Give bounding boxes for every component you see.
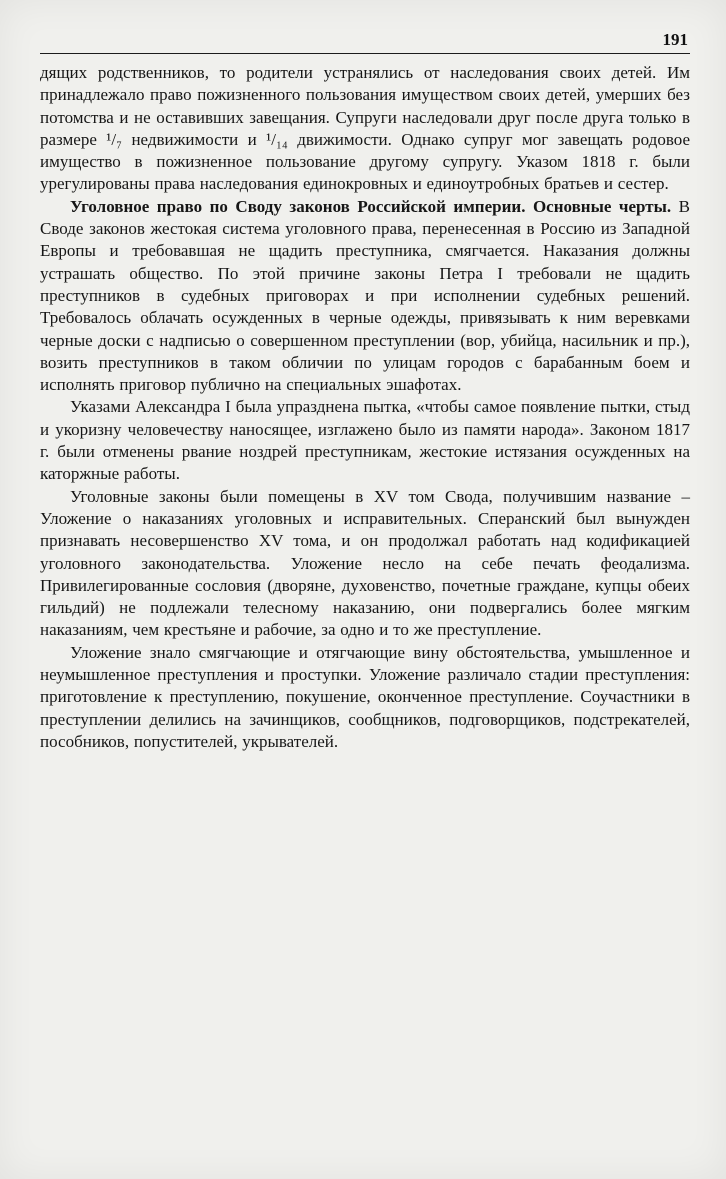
paragraph-text: В Своде законов жестокая система уголовного права, перенесенная в Россию из Западной Европы и требовавшая не щадить преступника, смягчается. Наказания должны устрашать общество. По этой причине законы Петра I требовали не щадить преступников в судебных приговорах и при исполнении судебных решений. Требовалось облачать осужденных в черные одежды, привязывать к ним веревками черные доски с надписью о совершенном преступлении (вор, убийца, насильник и пр.), возить преступников в таком обличии по улицам городов с барабанным боем и исполнять приговор публично на специальных эшафотах. <box>40 196 690 395</box>
paragraph-ulozhenie: Уголовные законы были помещены в XV том Свода, получившим название – Уложение о наказаниях уголовных и исправительных. Сперанский был вынужден признавать несовершенство XV тома, и он продолжал работать над кодификацией уголовного законодательства. Уложение несло на себе печать феодализма. Привилегированные сословия (дворяне, духовенство, почетные граждане, купцы обеих гильдий) не подлежали телесному наказанию, они подвергались более мягким наказаниям, чем крестьяне и рабочие, за одно и то же преступление. <box>40 486 690 640</box>
paragraph-alexander-decrees: Указами Александра I была упразднена пытка, «чтобы самое появление пытки, стыд и укоризну человечеству наносящее, изглажено было из памяти народа». Законом 1817 г. были отменены рвание ноздрей преступникам, жестокие истязания осужденных на каторжные работы. <box>40 397 690 484</box>
header-rule <box>40 53 690 54</box>
paragraph-crime-stages: Уложение знало смягчающие и отягчающие вину обстоятельства, умышленное и неумышленное преступления и проступки. Уложение различало стадии преступления: приготовление к преступлению, покушение, оконченное преступление. Соучастники в преступлении делились на зачинщиков, сообщников, подговорщиков, подстрекателей, пособников, попустителей, укрывателей. <box>40 642 690 751</box>
page-number: 191 <box>662 30 688 49</box>
paragraph-inheritance: дящих родственников, то родители устранялись от наследования своих детей. Им принадлежало право пожизненного пользования имуществом своих детей, умерших без потомства и не оставивших завещания. Супруги наследовали друг после друга только в размере ¹/₇ недвижимости и ¹/₁₄ движимости. Однако супруг мог завещать родовое имущество в пожизненное пользование другому супругу. Указом 1818 г. были урегулированы права наследования единокровных и единоутробных братьев и сестер. <box>40 63 690 194</box>
paragraph-bold-lead: Уголовное право по Своду законов Российской империи. Основные черты. <box>70 196 672 216</box>
paragraph-criminal-law <box>40 196 690 397</box>
text-block <box>40 62 690 753</box>
